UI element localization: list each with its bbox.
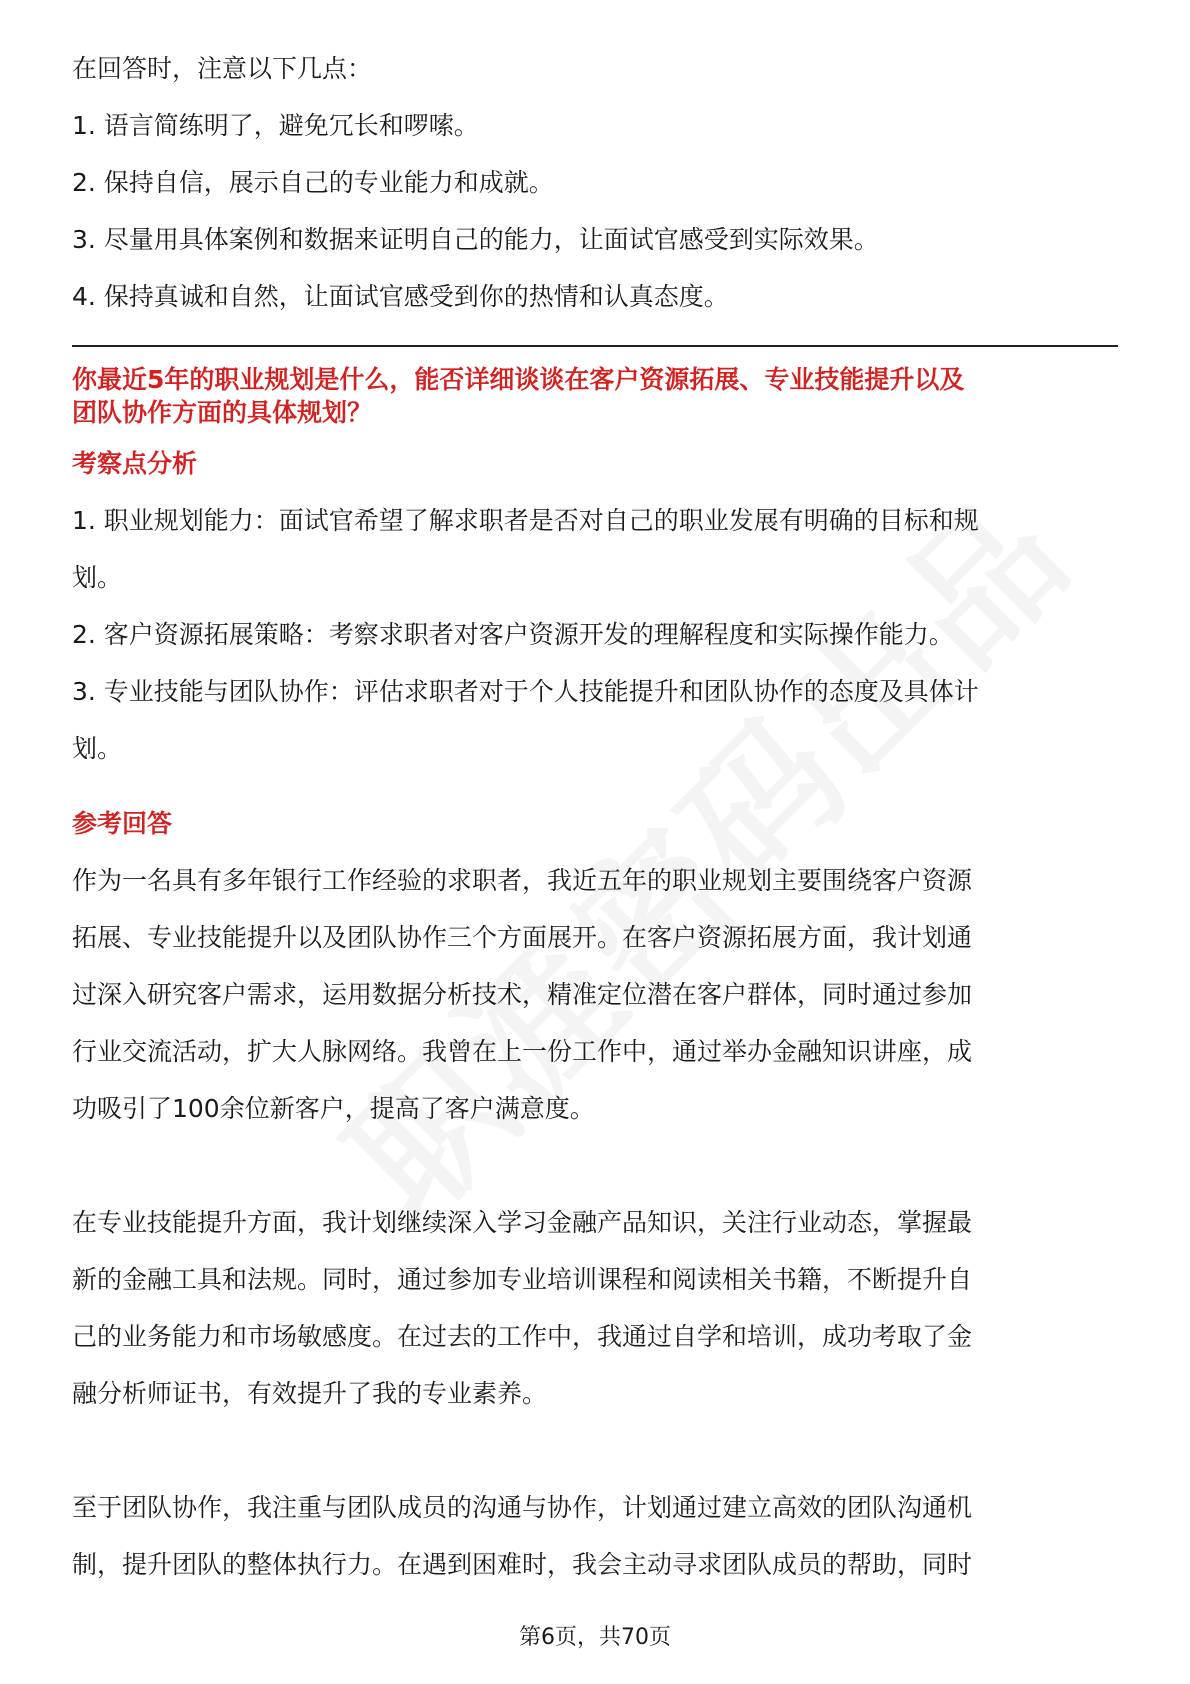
answer-line: 拓展、专业技能提升以及团队协作三个方面展开。在客户资源拓展方面，我计划通 <box>72 923 973 952</box>
tip-item: 1. 语言简练明了，避免冗长和啰嗦。 <box>72 111 479 140</box>
answer-line: 新的金融工具和法规。同时，通过参加专业培训课程和阅读相关书籍，不断提升自 <box>72 1265 973 1294</box>
answer-line: 制，提升团队的整体执行力。在遇到困难时，我会主动寻求团队成员的帮助，同时 <box>72 1550 973 1579</box>
answer-line: 至于团队协作，我注重与团队成员的沟通与协作，计划通过建立高效的团队沟通机 <box>72 1493 973 1522</box>
answer-line: 功吸引了100余位新客户，提高了客户满意度。 <box>72 1094 595 1123</box>
answer-line: 行业交流活动，扩大人脉网络。我曾在上一份工作中，通过举办金融知识讲座，成 <box>72 1037 973 1066</box>
answer-paragraph-3 <box>72 1479 1118 1593</box>
analysis-list <box>72 492 1118 777</box>
page-number: 第6页，共70页 <box>519 1625 671 1650</box>
paragraph-gap <box>72 1422 1118 1479</box>
answer-paragraph-2 <box>72 1194 1118 1422</box>
answer-line: 己的业务能力和市场敏感度。在过去的工作中，我通过自学和培训，成功考取了金 <box>72 1322 973 1351</box>
question-line: 团队协作方面的具体规划？ <box>72 398 373 427</box>
tips-section <box>72 40 1118 325</box>
tip-item: 4. 保持真诚和自然，让面试官感受到你的热情和认真态度。 <box>72 282 729 311</box>
document-body <box>72 0 1118 1593</box>
paragraph-gap <box>72 1137 1118 1194</box>
answer-title: 参考回答 <box>72 809 173 838</box>
analysis-line: 2. 客户资源拓展策略：考察求职者对客户资源开发的理解程度和实际操作能力。 <box>72 620 954 649</box>
answer-line: 作为一名具有多年银行工作经验的求职者，我近五年的职业规划主要围绕客户资源 <box>72 866 973 895</box>
analysis-line: 划。 <box>72 734 123 763</box>
answer-line: 过深入研究客户需求，运用数据分析技术，精准定位潜在客户群体，同时通过参加 <box>72 980 973 1009</box>
answer-line: 融分析师证书，有效提升了我的专业素养。 <box>72 1379 548 1408</box>
section-divider <box>72 345 1118 347</box>
tips-heading: 在回答时，注意以下几点： <box>72 54 373 83</box>
tip-item: 3. 尽量用具体案例和数据来证明自己的能力，让面试官感受到实际效果。 <box>72 225 879 254</box>
analysis-title: 考察点分析 <box>72 449 198 478</box>
analysis-line: 3. 专业技能与团队协作：评估求职者对于个人技能提升和团队协作的态度及具体计 <box>72 677 979 706</box>
question-line: 你最近5年的职业规划是什么，能否详细谈谈在客户资源拓展、专业技能提升以及 <box>72 365 965 394</box>
analysis-line: 划。 <box>72 563 123 592</box>
answer-paragraph-1 <box>72 852 1118 1137</box>
tip-item: 2. 保持自信，展示自己的专业能力和成就。 <box>72 168 554 197</box>
analysis-line: 1. 职业规划能力：面试官希望了解求职者是否对自己的职业发展有明确的目标和规 <box>72 506 979 535</box>
interview-question <box>72 363 1118 429</box>
answer-line: 在专业技能提升方面，我计划继续深入学习金融产品知识，关注行业动态，掌握最 <box>72 1208 973 1237</box>
